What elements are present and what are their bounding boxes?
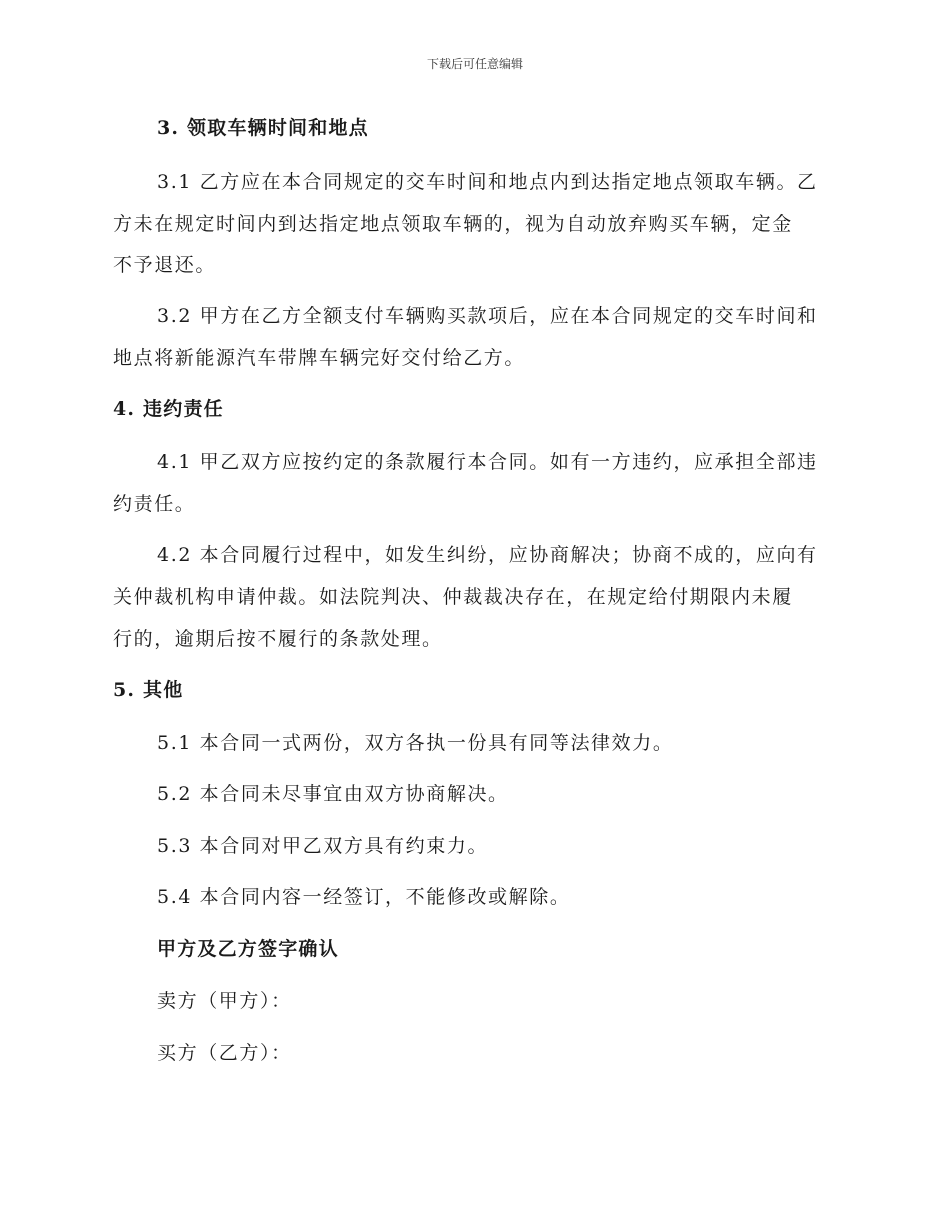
section-4-heading: 4. 违约责任	[113, 398, 224, 420]
section-4-2-line-1: 4.2 本合同履行过程中，如发生纠纷，应协商解决；协商不成的，应向有	[157, 544, 818, 566]
section-5-1: 5.1 本合同一式两份，双方各执一份具有同等法律效力。	[157, 732, 674, 754]
seller-signature-label: 卖方（甲方）：	[157, 990, 292, 1012]
section-4-1-line-2: 约责任。	[113, 493, 196, 515]
section-5-3: 5.3 本合同对甲乙双方具有约束力。	[157, 835, 489, 857]
signature-heading: 甲方及乙方签字确认	[157, 938, 339, 960]
section-5-2: 5.2 本合同未尽事宜由双方协商解决。	[157, 783, 509, 805]
section-4-2-line-3: 行的，逾期后按不履行的条款处理。	[113, 628, 443, 650]
section-4-1-line-1: 4.1 甲乙双方应按约定的条款履行本合同。如有一方违约，应承担全部违	[157, 451, 818, 473]
section-3-2-line-1: 3.2 甲方在乙方全额支付车辆购买款项后，应在本合同规定的交车时间和	[157, 305, 818, 327]
buyer-signature-label: 买方（乙方）：	[157, 1042, 292, 1064]
section-3-1-line-1: 3.1 乙方应在本合同规定的交车时间和地点内到达指定地点领取车辆。乙	[157, 171, 818, 193]
section-3-heading: 3. 领取车辆时间和地点	[157, 117, 369, 139]
section-5-heading: 5. 其他	[113, 679, 184, 701]
page-header-note: 下载后可任意编辑	[426, 57, 523, 71]
section-3-1-line-3: 不予退还。	[113, 254, 217, 276]
section-3-1-line-2: 方未在规定时间内到达指定地点领取车辆的，视为自动放弃购买车辆，定金	[113, 213, 793, 235]
section-3-2-line-2: 地点将新能源汽车带牌车辆完好交付给乙方。	[113, 347, 526, 369]
section-5-4: 5.4 本合同内容一经签订，不能修改或解除。	[157, 886, 571, 908]
section-4-2-line-2: 关仲裁机构申请仲裁。如法院判决、仲裁裁决存在，在规定给付期限内未履	[113, 586, 793, 608]
